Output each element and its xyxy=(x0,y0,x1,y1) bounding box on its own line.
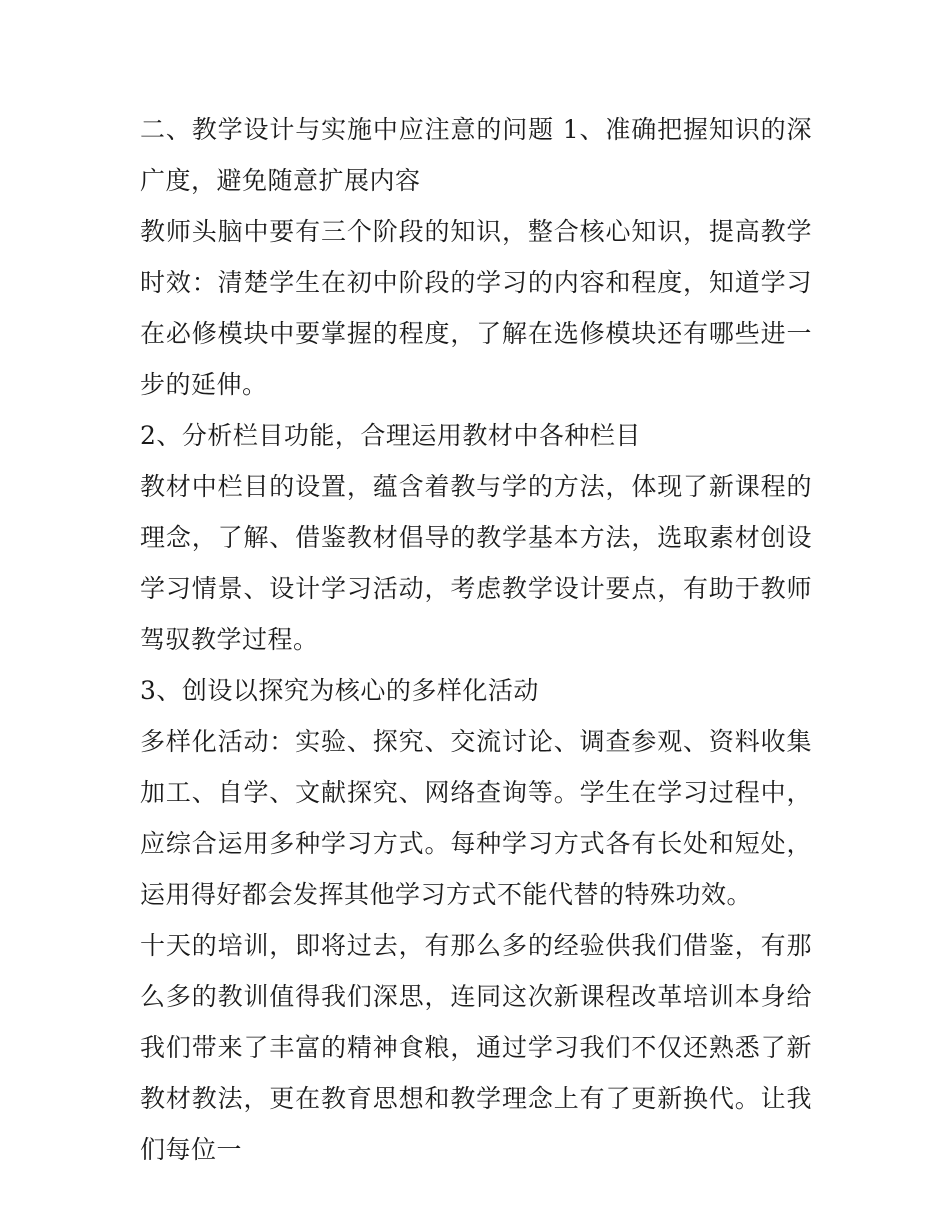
subheading-paragraph: 2、分析栏目功能，合理运用教材中各种栏目 xyxy=(140,421,641,450)
body-paragraph: 教材中栏目的设置，蕴含着教与学的方法，体现了新课程的理念，了解、借鉴教材倡导的教学基本方法，选取素材创设学习情景、设计学习活动，考虑教学设计要点，有助于教师驾驭教学过程。 xyxy=(140,472,812,654)
body-paragraph: 多样化活动：实验、探究、交流讨论、调查参观、资料收集加工、自学、文献探究、网络查询等。学生在学习过程中，应综合运用多种学习方式。每种学习方式各有长处和短处，运用得好都会发挥其他学习方式不能代替的特殊功效。 xyxy=(140,727,812,909)
subheading-paragraph: 3、创设以探究为核心的多样化活动 xyxy=(140,676,539,705)
body-paragraph: 十天的培训，即将过去，有那么多的经验供我们借鉴，有那么多的教训值得我们深思，连同这次新课程改革培训本身给我们带来了丰富的精神食粮，通过学习我们不仅还熟悉了新教材教法，更在教育思想和教学理念上有了更新换代。让我们每位一 xyxy=(140,931,812,1164)
document-page xyxy=(140,104,812,1175)
body-paragraph: 教师头脑中要有三个阶段的知识，整合核心知识，提高教学时效：清楚学生在初中阶段的学习的内容和程度，知道学习在必修模块中要掌握的程度，了解在选修模块还有哪些进一步的延伸。 xyxy=(140,217,812,399)
section-heading-paragraph: 二、教学设计与实施中应注意的问题 1、准确把握知识的深广度，避免随意扩展内容 xyxy=(140,115,812,195)
